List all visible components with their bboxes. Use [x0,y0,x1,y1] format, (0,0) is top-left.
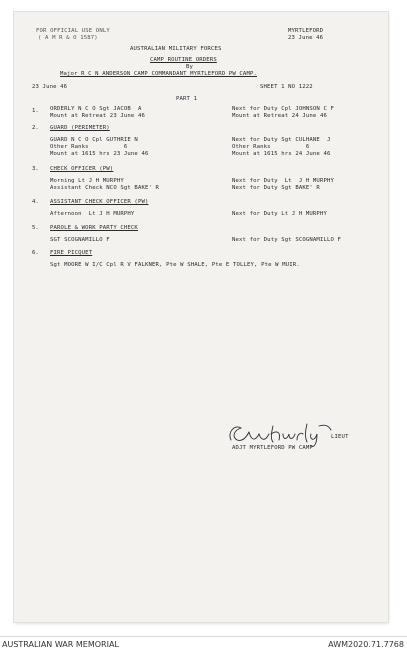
item-right-line: Next for Duty Sgt BAKE' R [232,185,320,191]
org-title: AUSTRALIAN MILITARY FORCES [130,46,222,52]
item-left-line: Other Ranks 6 [50,144,128,150]
issuer-line: Major R C N ANDERSON CAMP COMMANDANT MYRTLEFORD PW CAMP. [60,71,257,77]
item-left-line: ORDERLY N C O Sgt JACOB A [50,106,142,112]
item-left-line: SGT SCOGNAMILLO F [50,237,110,243]
header-date: 23 June 46 [288,35,324,41]
document-title: CAMP ROUTINE ORDERS [150,57,217,63]
item-heading: ASSISTANT CHECK OFFICER (PW) [50,199,149,205]
item-number: 6. [32,250,39,256]
footer-institution: AUSTRALIAN WAR MEMORIAL [2,640,119,649]
item-number: 1. [32,108,39,114]
signatory-role: ADJT MYRTLEFORD PW CAMP [232,445,313,451]
item-right-line: Mount at 1615 hrs 24 June 46 [232,151,331,157]
item-number: 4. [32,199,39,205]
item-heading: FIRE PICQUET [50,250,93,256]
signatory-rank: LIEUT [331,434,349,440]
item-right-line: Mount at Retreat 24 June 46 [232,113,327,119]
footer-divider [0,636,407,637]
item-right-line: Next for Duty Cpl JOHNSON C F [232,106,335,112]
part-heading: PART 1 [176,96,198,102]
form-reference: ( A M R & O 1587) [38,35,98,41]
footer-accession-number: AWM2020.71.7768 [328,640,404,649]
item-left-line: GUARD N C O Cpl GUTHRIE N [50,137,138,143]
item-right-line: Other Ranks 6 [232,144,310,150]
item-right-line: Next for Duty Sgt CULHANE J [232,137,331,143]
item-left-line: Mount at Retreat 23 June 46 [50,113,145,119]
item-left-line: Morning Lt J H MURPHY [50,178,124,184]
item-number: 5. [32,225,39,231]
by-label: By [186,64,194,70]
place-label: MYRTLEFORD [288,28,324,34]
sheet-number: SHEET 1 NO 1222 [260,84,313,90]
classification-label: FOR OFFICIAL USE ONLY [36,28,110,34]
item-heading: CHECK OFFICER (PW) [50,166,114,172]
item-number: 2. [32,125,39,131]
item-right-line: Next for Duty Sgt SCOGNAMILLO F [232,237,342,243]
handwritten-signature [225,418,335,448]
item-right-line: Next for Duty Lt J H MURPHY [232,178,335,184]
item-right-line: Next for Duty Lt J H MURPHY [232,211,327,217]
item-heading: PAROLE & WORK PARTY CHECK [50,225,138,231]
document-page [14,12,388,622]
item-left-line: Mount at 1615 hrs 23 June 46 [50,151,149,157]
item-number: 3. [32,166,39,172]
item-left-line: Afternoon Lt J H MURPHY [50,211,135,217]
item-heading: GUARD (PERIMETER) [50,125,110,131]
item-left-line: Assistant Check NCO Sgt BAKE' R [50,185,160,191]
item-line: Sgt MOORE W I/C Cpl R V FALKNER, Pte W SHALE, Pte E TOLLEY, Pte W MUIR. [50,262,300,268]
order-date: 23 June 46 [32,84,68,90]
